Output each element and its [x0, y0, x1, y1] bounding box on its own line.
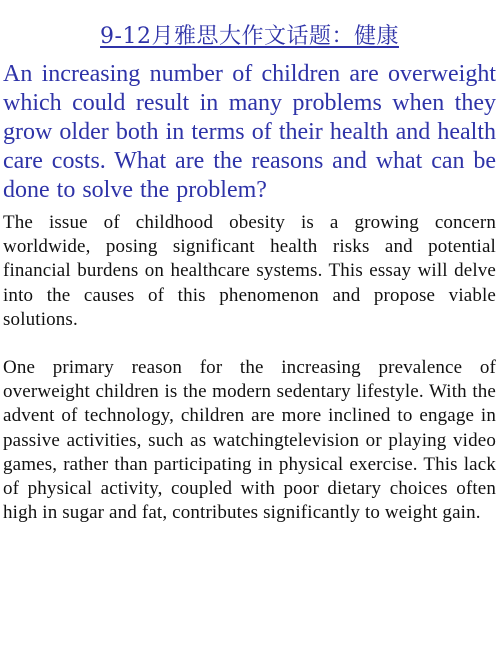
essay-question: An increasing number of children are overweight which could result in many problems when they grow older both in terms of their health and health care costs. What are the reasons and what can be done to solve the problem?	[3, 61, 496, 203]
document-title	[3, 22, 496, 52]
essay-paragraph-reason: One primary reason for the increasing prevalence of overweight children is the modern sedentary lifestyle. With the advent of technology, children are more inclined to engage in passive activities, such as watchingtelevision or playing video games, rather than participating in physical exercise. This lack of physical activity, coupled with poor dietary choices often high in sugar and fat, contributes significantly to weight gain.	[3, 357, 496, 524]
essay-paragraph-intro: The issue of childhood obesity is a growing concern worldwide, posing significant health risks and potential financial burdens on healthcare systems. This essay will delve into the causes of this phenomenon and propose viable solutions.	[3, 212, 496, 330]
essay-body	[3, 211, 496, 525]
document-title-text: 9-12月雅思大作文话题：健康	[100, 24, 399, 49]
